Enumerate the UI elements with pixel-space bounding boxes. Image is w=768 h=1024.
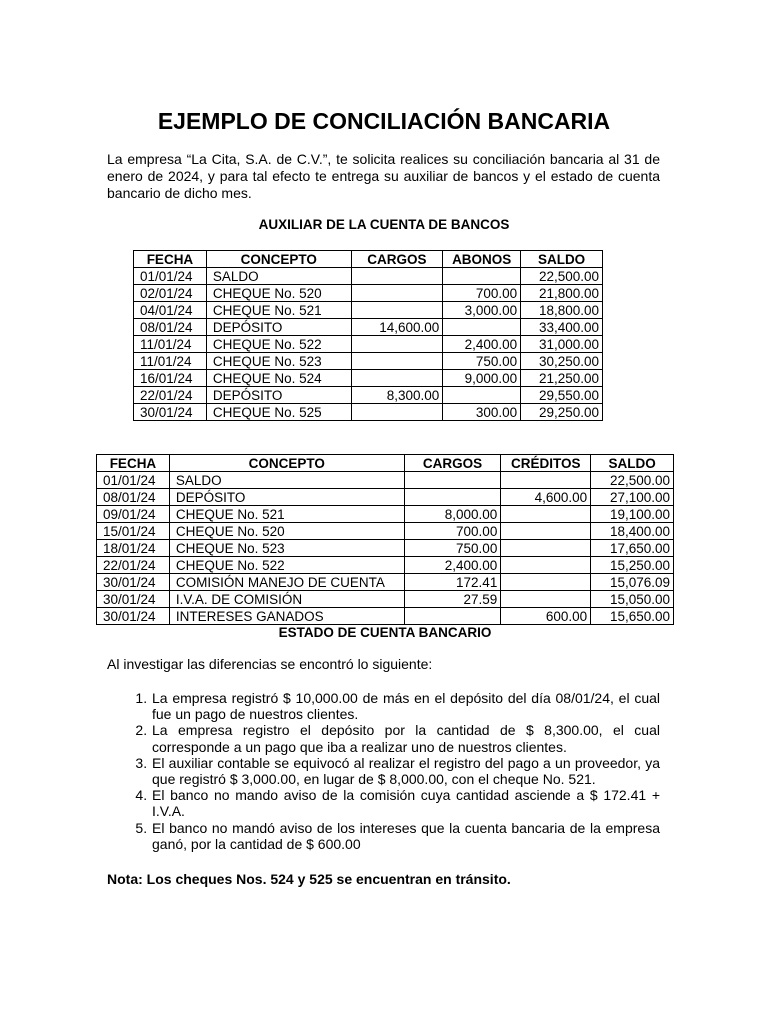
table-header-row <box>97 455 674 472</box>
table-cell: 15,050.00 <box>591 591 674 608</box>
table-cell: CHEQUE No. 522 <box>206 336 351 353</box>
table-cell: INTERESES GANADOS <box>169 608 404 625</box>
table-cell: 2,400.00 <box>404 557 501 574</box>
table-cell <box>443 387 521 404</box>
findings-list <box>107 690 660 852</box>
table-cell: 700.00 <box>443 285 521 302</box>
table-cell: 750.00 <box>404 540 501 557</box>
table-cell: 29,250.00 <box>521 404 603 421</box>
table-row <box>97 557 674 574</box>
table-cell: CHEQUE No. 523 <box>169 540 404 557</box>
table-cell: DEPÓSITO <box>169 489 404 506</box>
table-cell: 01/01/24 <box>97 472 170 489</box>
table-cell <box>351 404 443 421</box>
table-cell: 8,000.00 <box>404 506 501 523</box>
table-cell: 9,000.00 <box>443 370 521 387</box>
auxiliar-title: AUXILIAR DE LA CUENTA DE BANCOS <box>258 217 510 232</box>
column-header: FECHA <box>97 455 170 472</box>
table-cell: 22/01/24 <box>97 557 170 574</box>
table-cell: COMISIÓN MANEJO DE CUENTA <box>169 574 404 591</box>
table-cell: 30/01/24 <box>97 574 170 591</box>
table-cell: 300.00 <box>443 404 521 421</box>
table-cell: 11/01/24 <box>134 353 207 370</box>
column-header: FECHA <box>134 251 207 268</box>
table-row <box>134 302 603 319</box>
table-row <box>134 268 603 285</box>
table-cell: 08/01/24 <box>97 489 170 506</box>
table-cell: 600.00 <box>501 608 591 625</box>
table-cell <box>404 608 501 625</box>
findings-intro: Al investigar las diferencias se encontró lo siguiente: <box>107 656 433 672</box>
table-cell: 172.41 <box>404 574 501 591</box>
table-header-row <box>134 251 603 268</box>
table-cell: 15,650.00 <box>591 608 674 625</box>
estado-table-body <box>97 472 674 625</box>
table-cell <box>351 268 443 285</box>
table-cell: 04/01/24 <box>134 302 207 319</box>
column-header: SALDO <box>591 455 674 472</box>
table-row <box>134 370 603 387</box>
column-header: CARGOS <box>404 455 501 472</box>
table-cell <box>443 268 521 285</box>
table-cell <box>351 336 443 353</box>
table-cell: 18,400.00 <box>591 523 674 540</box>
table-cell: DEPÓSITO <box>206 319 351 336</box>
table-row <box>134 319 603 336</box>
table-cell <box>501 591 591 608</box>
table-cell <box>501 523 591 540</box>
table-cell: 16/01/24 <box>134 370 207 387</box>
table-cell: 22/01/24 <box>134 387 207 404</box>
table-cell: SALDO <box>169 472 404 489</box>
page-title: EJEMPLO DE CONCILIACIÓN BANCARIA <box>157 108 611 134</box>
table-cell: 22,500.00 <box>521 268 603 285</box>
auxiliar-table <box>133 250 603 421</box>
table-cell: 18,800.00 <box>521 302 603 319</box>
table-cell: CHEQUE No. 522 <box>169 557 404 574</box>
list-item: 4. El banco no mando aviso de la comisión cuya cantidad asciende a $ 172.41 + I.V.A. <box>151 787 660 819</box>
estado-table <box>96 454 674 625</box>
table-cell <box>404 472 501 489</box>
table-cell: 14,600.00 <box>351 319 443 336</box>
table-row <box>97 540 674 557</box>
estado-title: ESTADO DE CUENTA BANCARIO <box>278 625 492 640</box>
column-header: SALDO <box>521 251 603 268</box>
table-cell: DEPÓSITO <box>206 387 351 404</box>
table-row <box>97 591 674 608</box>
auxiliar-table-body <box>134 268 603 421</box>
table-cell: 15,076.09 <box>591 574 674 591</box>
table-cell: 02/01/24 <box>134 285 207 302</box>
table-row <box>97 472 674 489</box>
table-row <box>134 387 603 404</box>
table-cell: 4,600.00 <box>501 489 591 506</box>
table-row <box>134 336 603 353</box>
table-cell: 17,650.00 <box>591 540 674 557</box>
table-cell: 18/01/24 <box>97 540 170 557</box>
table-cell: CHEQUE No. 523 <box>206 353 351 370</box>
column-header: ABONOS <box>443 251 521 268</box>
table-cell: 01/01/24 <box>134 268 207 285</box>
table-cell <box>501 540 591 557</box>
table-cell: 15,250.00 <box>591 557 674 574</box>
table-cell: 2,400.00 <box>443 336 521 353</box>
table-row <box>97 574 674 591</box>
table-cell <box>443 319 521 336</box>
table-cell: 31,000.00 <box>521 336 603 353</box>
table-cell: I.V.A. DE COMISIÓN <box>169 591 404 608</box>
list-item: 1. La empresa registró $ 10,000.00 de más en el depósito del día 08/01/24, el cual fue un pago de nuestros clientes. <box>151 690 660 722</box>
table-row <box>97 489 674 506</box>
table-cell <box>404 489 501 506</box>
table-cell: 19,100.00 <box>591 506 674 523</box>
table-cell: 30/01/24 <box>97 608 170 625</box>
table-cell: 3,000.00 <box>443 302 521 319</box>
table-cell: 8,300.00 <box>351 387 443 404</box>
table-cell: 30/01/24 <box>97 591 170 608</box>
table-row <box>134 285 603 302</box>
list-item: 3. El auxiliar contable se equivocó al realizar el registro del pago a un proveedor, ya que registró $ 3,000.00, en lugar de $ 8,000.00, con el cheque No. 521. <box>151 755 660 787</box>
intro-paragraph: La empresa “La Cita, S.A. de C.V.”, te solicita realices su conciliación bancaria al 31 de enero de 2024, y para tal efecto te entrega su auxiliar de bancos y el estado de cuenta bancario de dicho mes. <box>107 151 660 201</box>
table-cell <box>501 574 591 591</box>
table-cell: 21,800.00 <box>521 285 603 302</box>
table-cell <box>501 472 591 489</box>
table-cell: 750.00 <box>443 353 521 370</box>
table-cell: CHEQUE No. 521 <box>169 506 404 523</box>
table-cell: 08/01/24 <box>134 319 207 336</box>
table-cell: 30/01/24 <box>134 404 207 421</box>
table-row <box>97 506 674 523</box>
list-item: 2. La empresa registro el depósito por la cantidad de $ 8,300.00, el cual corresponde a un pago que iba a realizar uno de nuestros clientes. <box>151 722 660 754</box>
table-row <box>97 523 674 540</box>
note: Nota: Los cheques Nos. 524 y 525 se encuentran en tránsito. <box>107 871 511 887</box>
column-header: CRÉDITOS <box>501 455 591 472</box>
table-cell: CHEQUE No. 524 <box>206 370 351 387</box>
table-cell: 27.59 <box>404 591 501 608</box>
table-cell: 21,250.00 <box>521 370 603 387</box>
table-cell: 27,100.00 <box>591 489 674 506</box>
table-cell: 700.00 <box>404 523 501 540</box>
table-row <box>134 404 603 421</box>
table-cell <box>351 353 443 370</box>
table-row <box>97 608 674 625</box>
table-cell: SALDO <box>206 268 351 285</box>
table-cell: 11/01/24 <box>134 336 207 353</box>
table-cell: CHEQUE No. 521 <box>206 302 351 319</box>
table-cell: 09/01/24 <box>97 506 170 523</box>
table-cell: 22,500.00 <box>591 472 674 489</box>
table-cell <box>351 370 443 387</box>
column-header: CONCEPTO <box>169 455 404 472</box>
table-cell: CHEQUE No. 520 <box>169 523 404 540</box>
table-cell: CHEQUE No. 520 <box>206 285 351 302</box>
column-header: CONCEPTO <box>206 251 351 268</box>
list-item: 5. El banco no mandó aviso de los intereses que la cuenta bancaria de la empresa ganó, por la cantidad de $ 600.00 <box>151 820 660 852</box>
column-header: CARGOS <box>351 251 443 268</box>
table-cell: CHEQUE No. 525 <box>206 404 351 421</box>
table-cell: 15/01/24 <box>97 523 170 540</box>
table-cell <box>501 557 591 574</box>
table-cell: 29,550.00 <box>521 387 603 404</box>
table-cell: 30,250.00 <box>521 353 603 370</box>
table-row <box>134 353 603 370</box>
table-cell: 33,400.00 <box>521 319 603 336</box>
table-cell <box>351 302 443 319</box>
table-cell <box>501 506 591 523</box>
table-cell <box>351 285 443 302</box>
